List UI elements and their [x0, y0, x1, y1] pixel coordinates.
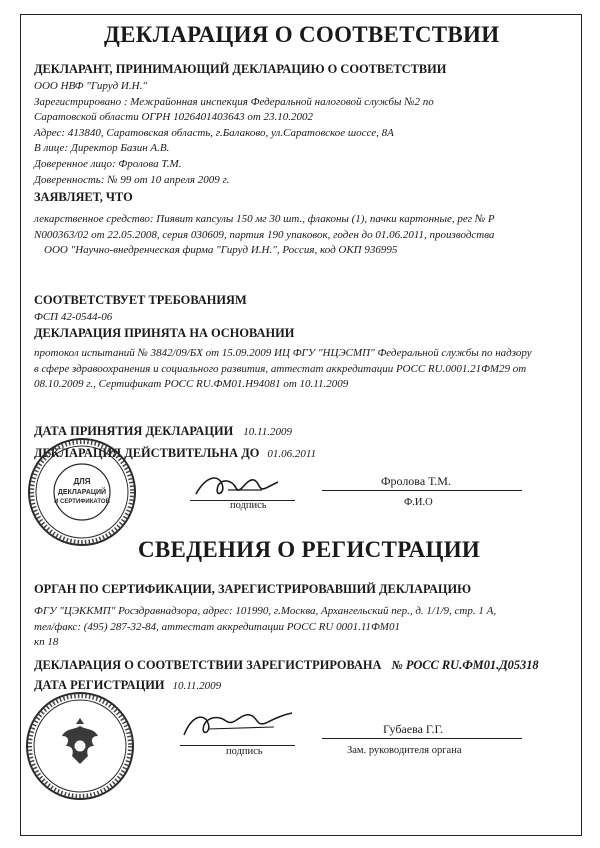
- requirements-heading: СООТВЕТСТВУЕТ ТРЕБОВАНИЯМ: [34, 293, 247, 307]
- declares-line: лекарственное средство: Пиявит капсулы 150 мг 30 шт., флаконы (1), пачки картонные, рег № Р: [34, 213, 495, 225]
- name-line-2: [322, 738, 522, 739]
- registration-title: СВЕДЕНИЯ О РЕГИСТРАЦИИ: [138, 537, 481, 562]
- acceptance-date-value: 10.11.2009: [243, 426, 292, 438]
- signer-name-1: Фролова Т.М.: [381, 474, 451, 488]
- role-caption-2: Зам. руководителя органа: [347, 745, 462, 756]
- basis-line: протокол испытаний № 3842/09/БХ от 15.09.2009 ИЦ ФГУ "НЦЭСМП" Федеральной службы по надзору: [34, 347, 532, 359]
- signer-name-2: Губаева Г.Г.: [383, 722, 444, 736]
- valid-until-value: 01.06.2011: [267, 448, 317, 460]
- declares-details: [34, 212, 579, 259]
- requirements-value: ФСП 42-0544-06: [34, 311, 113, 323]
- declarant-line: Доверенное лицо: Фролова Т.М.: [34, 157, 182, 170]
- declarant-details: [34, 79, 574, 188]
- organ-line: тел/факс: (495) 287-32-84, аттестат аккредитации РОСС RU 0001.11ФМ01: [34, 620, 400, 633]
- basis-line: в сфере здравоохранения и социального развития, аттестат аккредитации РОСС RU.0001.21ФМ29 от: [34, 362, 527, 375]
- stamp-text-line: ДЛЯ: [73, 477, 91, 486]
- signature-frolova: [188, 468, 283, 504]
- stamp-text-line: ДЕКЛАРАЦИЙ: [57, 489, 107, 496]
- declares-line: ООО "Научно-внедренческая фирма "Гируд И.Н.", Россия, код ОКП 936995: [44, 244, 398, 257]
- registration-number-value: № РОСС RU.ФМ01.Д05318: [391, 658, 539, 672]
- name-line-1: [322, 490, 522, 491]
- registration-date-label: ДАТА РЕГИСТРАЦИИ: [34, 678, 165, 692]
- declarant-line: Зарегистрировано : Межрайонная инспекция Федеральной налоговой службы №2 по: [34, 95, 434, 108]
- basis-details: [34, 346, 579, 393]
- name-caption-1: Ф.И.О: [404, 497, 433, 508]
- signature-caption-1: подпись: [230, 500, 267, 511]
- basis-heading: ДЕКЛАРАЦИЯ ПРИНЯТА НА ОСНОВАНИИ: [34, 326, 295, 340]
- basis-line: 08.10.2009 г., Сертификат РОСС RU.ФМ01.Н94081 от 10.11.2009: [34, 378, 349, 391]
- registration-date-value: 10.11.2009: [172, 680, 222, 692]
- declarant-line: Адрес: 413840, Саратовская область, г.Балаково, ул.Саратовское шоссе, 8А: [34, 126, 394, 139]
- acceptance-date-label: ДАТА ПРИНЯТИЯ ДЕКЛАРАЦИИ: [34, 424, 234, 438]
- declares-heading: ЗАЯВЛЯЕТ, ЧТО: [34, 190, 133, 204]
- declarant-line: ООО НВФ "Гируд И.Н.": [34, 80, 147, 92]
- double-eagle-emblem-icon: [62, 718, 98, 764]
- document-title: ДЕКЛАРАЦИЯ О СООТВЕТСТВИИ: [104, 22, 500, 47]
- registration-number-label: ДЕКЛАРАЦИЯ О СООТВЕТСТВИИ ЗАРЕГИСТРИРОВАНА: [34, 658, 382, 672]
- signature-gubaeva: [178, 705, 298, 745]
- registration-number-row: [34, 656, 539, 674]
- valid-until-label: ДЕКЛАРАЦИЯ ДЕЙСТВИТЕЛЬНА ДО: [34, 446, 260, 460]
- organ-heading: ОРГАН ПО СЕРТИФИКАЦИИ, ЗАРЕГИСТРИРОВАВШИЙ ДЕКЛАРАЦИЮ: [34, 582, 472, 596]
- organ-line: ФГУ "ЦЭККМП" Росздравнадзора, адрес: 101990, г.Москва, Архангельский пер., д. 1/1/9, стр. 1 А,: [34, 605, 497, 617]
- signature-caption-2: подпись: [226, 746, 263, 757]
- certification-stamp-top: [26, 436, 138, 548]
- organ-details: [34, 604, 579, 651]
- organ-line: кп 18: [34, 636, 59, 649]
- declarant-line: Доверенность: № 99 от 10 апреля 2009 г.: [34, 173, 230, 186]
- declarant-line: Саратовской области ОГРН 1026401403643 от 23.10.2002: [34, 111, 314, 124]
- declares-line: N000363/02 от 22.05.2008, серия 030609, партия 190 упаковок, годен до 01.06.2011, производства: [34, 228, 495, 241]
- declarant-heading: ДЕКЛАРАНТ, ПРИНИМАЮЩИЙ ДЕКЛАРАЦИЮ О СООТВЕТСТВИИ: [34, 62, 447, 76]
- registration-stamp-bottom: [24, 690, 136, 802]
- declarant-line: В лице: Директор Базин А.В.: [34, 142, 170, 155]
- stamp-text-line: И СЕРТИФИКАТОВ: [54, 499, 110, 505]
